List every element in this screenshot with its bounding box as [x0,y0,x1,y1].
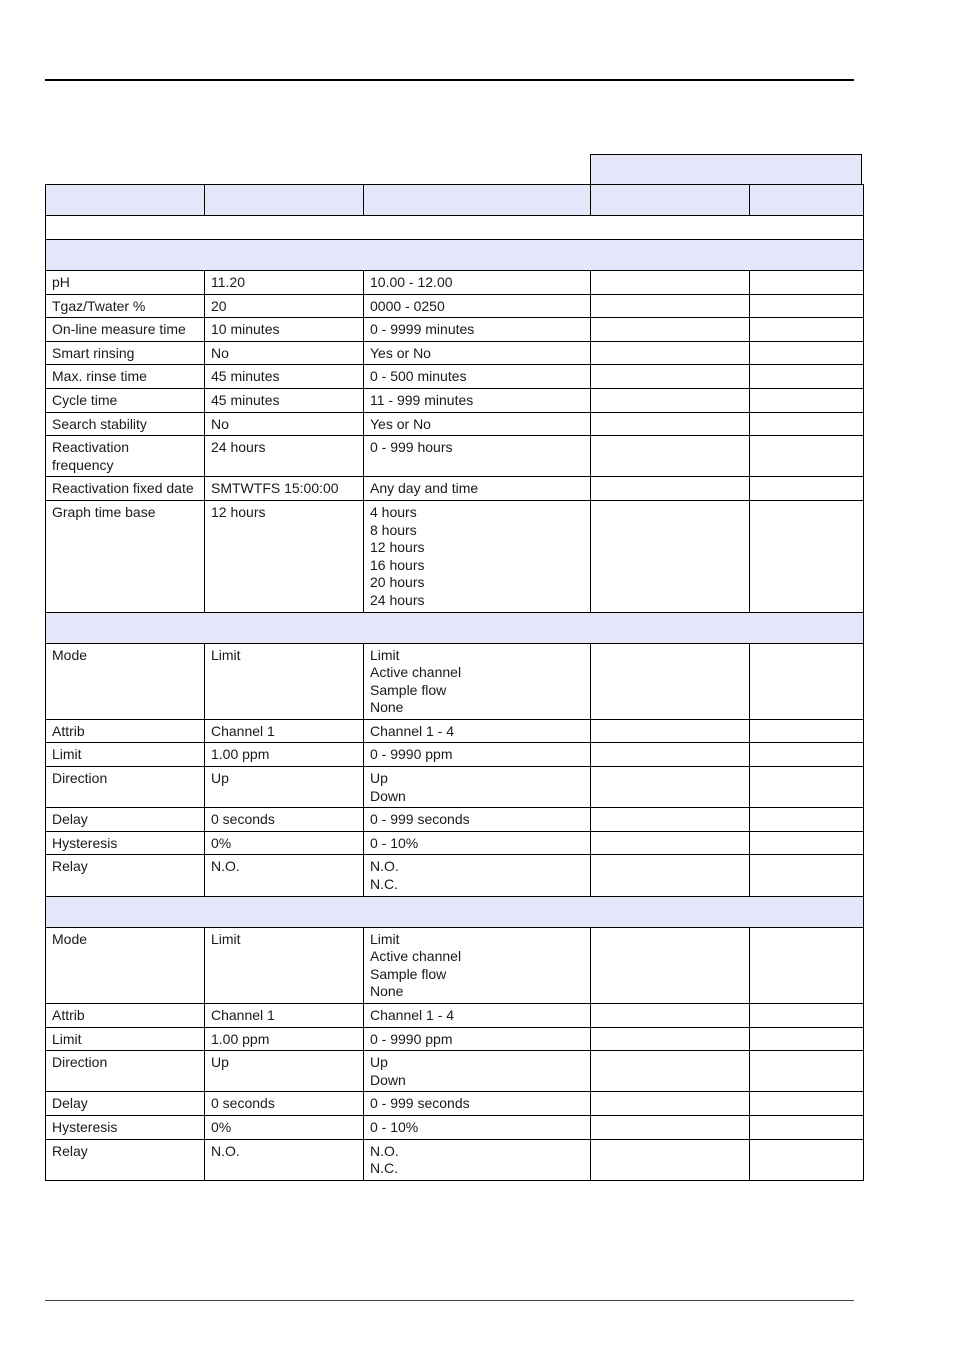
parameter-cell: Limit [46,1027,205,1051]
default-value-cell: N.O. [205,1139,364,1180]
range-cell: Limit Active channel Sample flow None [364,643,591,719]
table-row [46,1004,864,1028]
range-cell: 0 - 9999 minutes [364,318,591,342]
header-rule [45,79,854,81]
user-setting-cell [591,341,750,365]
table-row [46,388,864,412]
range-cell: 10.00 - 12.00 [364,271,591,295]
table-blank-row [46,216,864,240]
user-setting-cell [591,927,750,1003]
table-row [46,1051,864,1092]
range-cell: N.O. N.C. [364,855,591,896]
user-setting-cell [591,318,750,342]
range-cell: 0 - 500 minutes [364,365,591,389]
user-setting-cell [750,927,864,1003]
parameter-cell: Reactivation frequency [46,436,205,477]
range-cell: Channel 1 - 4 [364,1004,591,1028]
table-row [46,1092,864,1116]
table-header-group-cell [590,154,862,184]
table-row [46,1027,864,1051]
default-value-cell: 11.20 [205,271,364,295]
default-value-cell: 10 minutes [205,318,364,342]
user-setting-cell [591,271,750,295]
range-cell: 0 - 9990 ppm [364,1027,591,1051]
default-value-cell: No [205,412,364,436]
user-setting-cell [591,1139,750,1180]
table-row [46,412,864,436]
range-cell: Up Down [364,1051,591,1092]
parameter-cell: Smart rinsing [46,341,205,365]
user-setting-cell [591,1092,750,1116]
range-cell: 0 - 9990 ppm [364,743,591,767]
default-value-cell: 20 [205,294,364,318]
section-header-cell [46,896,864,927]
default-value-cell: 1.00 ppm [205,743,364,767]
default-value-cell: 45 minutes [205,365,364,389]
user-setting-cell [750,500,864,612]
user-setting-cell [591,767,750,808]
user-setting-cell [750,388,864,412]
user-setting-cell [591,855,750,896]
default-value-cell: N.O. [205,855,364,896]
default-value-cell: 24 hours [205,436,364,477]
header-cell [364,185,591,216]
user-setting-cell [750,412,864,436]
user-setting-cell [750,1115,864,1139]
parameter-cell: Reactivation fixed date [46,477,205,501]
table-header-row [46,185,864,216]
user-setting-cell [750,271,864,295]
user-setting-cell [591,1004,750,1028]
blank-cell [46,216,864,240]
parameter-cell: Tgaz/Twater % [46,294,205,318]
user-setting-cell [591,477,750,501]
table-row [46,808,864,832]
table-row [46,719,864,743]
range-cell: Yes or No [364,412,591,436]
user-setting-cell [750,767,864,808]
table-row [46,477,864,501]
parameter-cell: Hysteresis [46,831,205,855]
user-setting-cell [591,1051,750,1092]
range-cell: 0000 - 0250 [364,294,591,318]
table-row [46,767,864,808]
user-setting-cell [750,855,864,896]
settings-table [45,184,864,1181]
user-setting-cell [591,743,750,767]
default-value-cell: 0% [205,1115,364,1139]
user-setting-cell [591,643,750,719]
default-value-cell: 0 seconds [205,1092,364,1116]
parameter-cell: Hysteresis [46,1115,205,1139]
range-cell: 11 - 999 minutes [364,388,591,412]
parameter-cell: Graph time base [46,500,205,612]
parameter-cell: Direction [46,767,205,808]
table-row [46,743,864,767]
table-row [46,318,864,342]
header-cell [591,185,750,216]
user-setting-cell [591,719,750,743]
user-setting-cell [750,719,864,743]
range-cell: Any day and time [364,477,591,501]
header-cell [205,185,364,216]
user-setting-cell [591,436,750,477]
table-row [46,831,864,855]
user-setting-cell [750,318,864,342]
parameter-cell: Relay [46,855,205,896]
user-setting-cell [750,294,864,318]
range-cell: Channel 1 - 4 [364,719,591,743]
table-row [46,341,864,365]
parameter-cell: pH [46,271,205,295]
parameter-cell: Delay [46,808,205,832]
default-value-cell: No [205,341,364,365]
range-cell: 0 - 999 hours [364,436,591,477]
section-header-row [46,240,864,271]
table-row [46,294,864,318]
user-setting-cell [750,743,864,767]
user-setting-cell [750,808,864,832]
default-value-cell: Limit [205,643,364,719]
range-cell: 0 - 999 seconds [364,1092,591,1116]
section-header-cell [46,612,864,643]
range-cell: Yes or No [364,341,591,365]
table-row [46,271,864,295]
user-setting-cell [750,1004,864,1028]
parameter-cell: Attrib [46,1004,205,1028]
user-setting-cell [750,477,864,501]
table-row [46,1139,864,1180]
table-row [46,643,864,719]
parameter-cell: Limit [46,743,205,767]
header-cell [46,185,205,216]
table-row [46,500,864,612]
range-cell: Up Down [364,767,591,808]
parameter-cell: Mode [46,927,205,1003]
user-setting-cell [750,1027,864,1051]
table-row [46,855,864,896]
default-value-cell: SMTWTFS 15:00:00 [205,477,364,501]
range-cell: N.O. N.C. [364,1139,591,1180]
default-value-cell: 45 minutes [205,388,364,412]
user-setting-cell [591,1027,750,1051]
section-header-cell [46,240,864,271]
table-row [46,365,864,389]
table-row [46,1115,864,1139]
default-value-cell: Up [205,1051,364,1092]
parameter-cell: Search stability [46,412,205,436]
default-value-cell: Up [205,767,364,808]
range-cell: 4 hours 8 hours 12 hours 16 hours 20 hours 24 hours [364,500,591,612]
user-setting-cell [750,643,864,719]
section-header-row [46,612,864,643]
table-row [46,927,864,1003]
default-value-cell: Channel 1 [205,1004,364,1028]
parameter-cell: Attrib [46,719,205,743]
user-setting-cell [591,1115,750,1139]
user-setting-cell [750,1092,864,1116]
default-value-cell: 0% [205,831,364,855]
user-setting-cell [591,294,750,318]
range-cell: Limit Active channel Sample flow None [364,927,591,1003]
user-setting-cell [591,831,750,855]
user-setting-cell [750,365,864,389]
user-setting-cell [750,831,864,855]
user-setting-cell [750,1139,864,1180]
parameter-cell: Delay [46,1092,205,1116]
default-value-cell: 0 seconds [205,808,364,832]
table-row [46,436,864,477]
user-setting-cell [591,412,750,436]
user-setting-cell [750,341,864,365]
header-cell [750,185,864,216]
user-setting-cell [750,436,864,477]
parameter-cell: Direction [46,1051,205,1092]
default-value-cell: 12 hours [205,500,364,612]
user-setting-cell [591,500,750,612]
parameter-cell: Cycle time [46,388,205,412]
parameter-cell: Max. rinse time [46,365,205,389]
default-value-cell: 1.00 ppm [205,1027,364,1051]
user-setting-cell [591,365,750,389]
user-setting-cell [591,808,750,832]
parameter-cell: Relay [46,1139,205,1180]
user-setting-cell [591,388,750,412]
footer-rule [45,1300,854,1301]
range-cell: 0 - 10% [364,831,591,855]
range-cell: 0 - 999 seconds [364,808,591,832]
parameter-cell: On-line measure time [46,318,205,342]
user-setting-cell [750,1051,864,1092]
default-value-cell: Limit [205,927,364,1003]
default-value-cell: Channel 1 [205,719,364,743]
range-cell: 0 - 10% [364,1115,591,1139]
parameter-cell: Mode [46,643,205,719]
section-header-row [46,896,864,927]
